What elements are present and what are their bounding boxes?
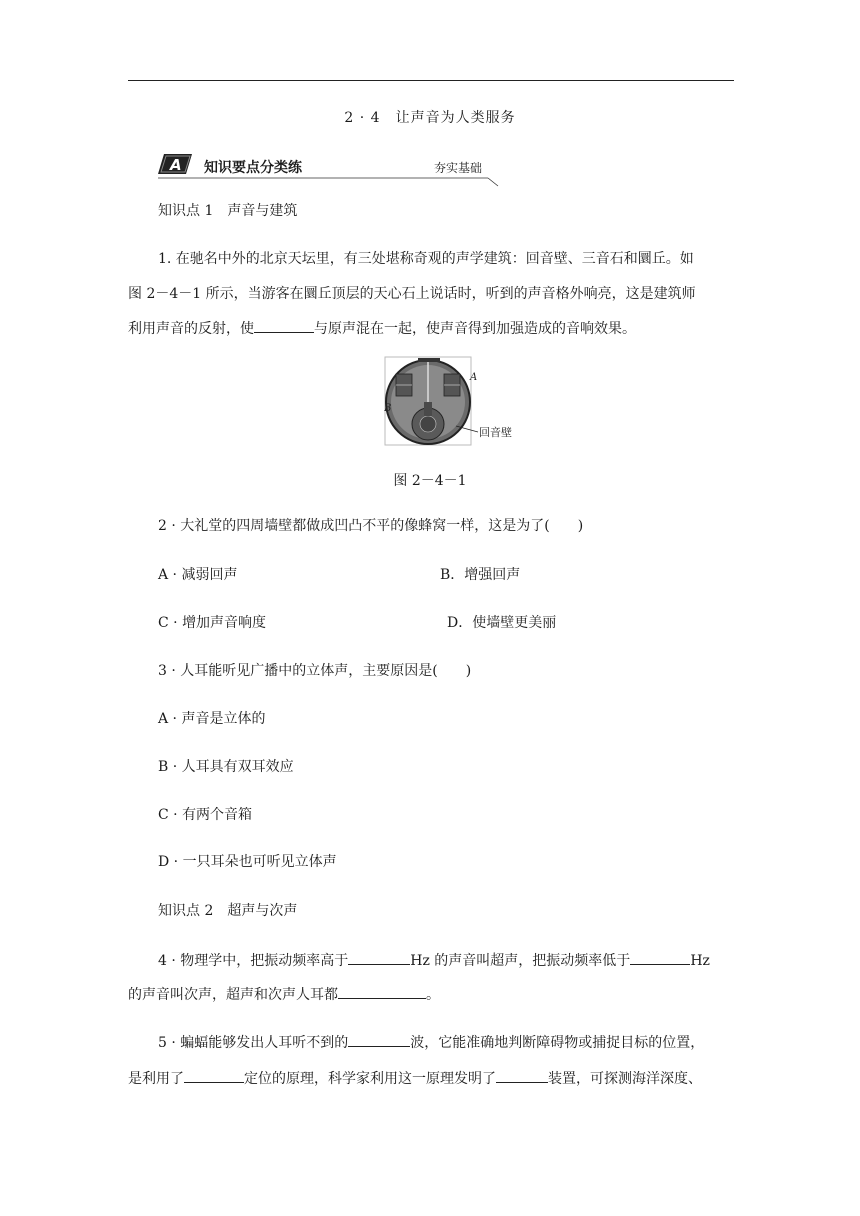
q2-option-d[interactable]: D．使墙壁更美丽 — [447, 615, 557, 631]
q4-line-1 — [158, 950, 734, 971]
q4-blank-2[interactable] — [630, 950, 690, 965]
q4-text-4: 的声音叫次声，超声和次声人耳都 — [128, 987, 338, 1003]
q5-line-2 — [128, 1068, 702, 1089]
q5-blank-2[interactable] — [184, 1068, 244, 1083]
knowledge-point-1: 知识点 1 声音与建筑 — [158, 203, 298, 219]
q3-option-a[interactable]: A · 声音是立体的 — [158, 711, 266, 727]
q5-blank-3[interactable] — [496, 1068, 548, 1083]
q1-line-3 — [128, 318, 636, 339]
q1-line-1: 1. 在驰名中外的北京天坛里，有三处堪称奇观的声学建筑：回音壁、三音石和圜丘。如 — [158, 251, 694, 267]
q2-option-a[interactable]: A · 减弱回声 — [158, 567, 238, 583]
q4-line-2 — [128, 984, 440, 1005]
section-badge: A — [170, 156, 182, 174]
q5-line-1 — [158, 1032, 704, 1053]
q1-text-a: 利用声音的反射，使 — [128, 321, 254, 337]
q3-option-d[interactable]: D · 一只耳朵也可听见立体声 — [158, 854, 337, 870]
figure-label-wall: 回音壁 — [479, 426, 512, 439]
q1-text-b: 与原声混在一起，使声音得到加强造成的音响效果。 — [314, 321, 636, 337]
q5-text-5: 装置，可探测海洋深度、 — [548, 1071, 702, 1087]
figure-caption: 图 2－4－1 — [393, 473, 467, 489]
q4-blank-3[interactable] — [338, 984, 426, 999]
q2-option-b[interactable]: B．增强回声 — [440, 567, 521, 583]
q4-text-5: 。 — [426, 987, 440, 1003]
page-title: 2 · 4 让声音为人类服务 — [344, 110, 516, 126]
section-subtitle: 夯实基础 — [434, 161, 483, 175]
q4-text-1: 4 · 物理学中，把振动频率高于 — [158, 953, 349, 969]
figure-label-a: A — [470, 372, 478, 383]
tiantan-diagram — [384, 356, 534, 448]
q3-option-c[interactable]: C · 有两个音箱 — [158, 807, 253, 823]
q3-option-b[interactable]: B · 人耳具有双耳效应 — [158, 759, 294, 775]
q4-text-2: Hz 的声音叫超声，把振动频率低于 — [410, 953, 631, 969]
knowledge-point-2: 知识点 2 超声与次声 — [158, 903, 298, 919]
figure-tiantan — [384, 356, 534, 448]
q5-text-2: 波，它能准确地判断障碍物或捕捉目标的位置， — [410, 1035, 705, 1051]
q3-stem: 3 · 人耳能听见广播中的立体声，主要原因是( ) — [158, 663, 472, 679]
q5-blank-1[interactable] — [348, 1032, 410, 1047]
header-rule — [128, 80, 734, 81]
q2-stem: 2 · 大礼堂的四周墙壁都做成凹凸不平的像蜂窝一样，这是为了( ) — [158, 518, 584, 534]
section-label: 知识要点分类练 — [204, 160, 302, 176]
q5-text-4: 定位的原理，科学家利用这一原理发明了 — [244, 1071, 496, 1087]
q5-text-1: 5 · 蝙蝠能够发出人耳听不到的 — [158, 1035, 349, 1051]
q4-text-3: Hz — [690, 953, 710, 969]
figure-label-b: B — [384, 403, 392, 414]
q1-line-2: 图 2－4－1 所示，当游客在圜丘顶层的天心石上说话时，听到的声音格外响亮，这是建筑师 — [128, 286, 696, 302]
q1-blank[interactable] — [254, 318, 314, 333]
section-banner — [158, 150, 503, 190]
q4-blank-1[interactable] — [348, 950, 410, 965]
q2-option-c[interactable]: C · 增加声音响度 — [158, 615, 267, 631]
q5-text-3: 是利用了 — [128, 1071, 184, 1087]
